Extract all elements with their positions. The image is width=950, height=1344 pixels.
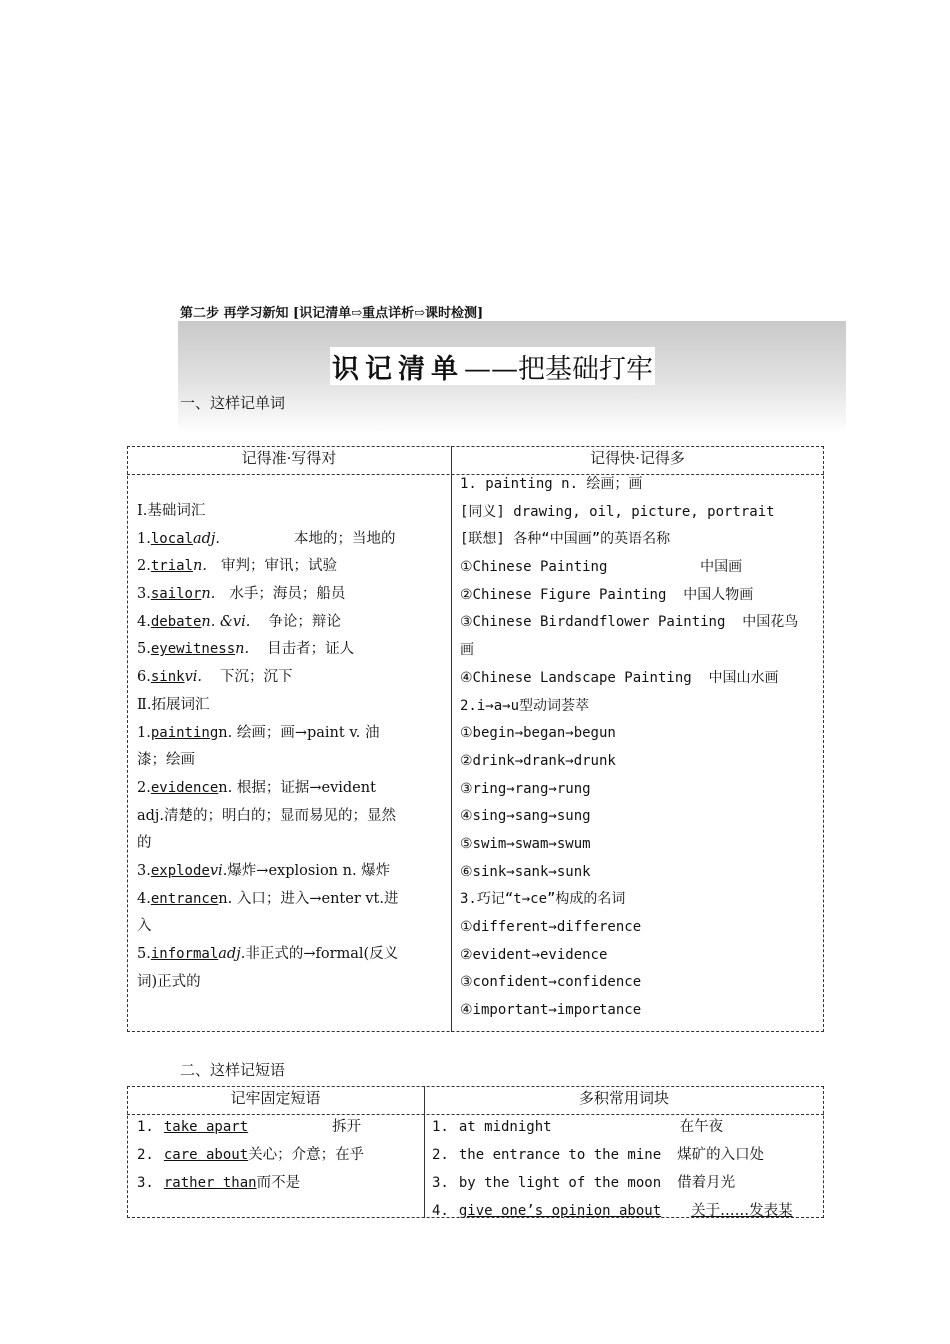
vocab-word: painting [150, 724, 219, 741]
phrase-chunk: 4. give one’s opinion about 关于……发表某 [432, 1203, 793, 1219]
vocab-word: eyewitness [150, 641, 236, 658]
ext-vocab-item: 4.entrancen. 入口；进入→enter vt.进 [137, 890, 399, 907]
memory-line: ⑥sink→sank→sunk [460, 863, 591, 880]
banner-title-subtitle: ——把基础打牢 [464, 353, 653, 385]
phrase-item: 2. care about关心；介意；在乎 [137, 1147, 365, 1163]
phrase-chunk: 2. the entrance to the mine 煤矿的入口处 [432, 1147, 765, 1163]
basic-vocab-title: Ⅰ.基础词汇 [137, 503, 206, 519]
vocab-word: informal [150, 946, 219, 962]
ext-vocab-item: 2.evidencen. 根据；证据→evident [137, 779, 376, 796]
vocab-word: sailor [150, 586, 202, 603]
step-header: 第二步 再学习新知 [识记清单⇨重点详析⇨课时检测] [180, 306, 484, 321]
memory-line: [联想] 各种“中国画”的英语名称 [460, 531, 671, 548]
phrase-item: 3. rather than而不是 [137, 1175, 301, 1191]
memory-line: ①different→difference [460, 919, 642, 935]
vocab-word: local [150, 530, 193, 547]
ext-vocab-item-continuation: adj.清楚的；明白的；显而易见的；显然 [137, 807, 397, 824]
phrase-text: the entrance to the mine [458, 1147, 662, 1163]
ext-vocab-item-continuation: 入 [137, 918, 152, 935]
ext-vocab-item-continuation: 词)正式的 [137, 973, 201, 990]
vocab-item: 2.trialn. 审判；审讯；试验 [137, 558, 337, 575]
ext-vocab-item-continuation: 的 [137, 835, 152, 852]
memory-line: ③Chinese Birdandflower Painting 中国花鸟 [460, 614, 799, 631]
memory-line: ④Chinese Landscape Painting 中国山水画 [460, 669, 779, 686]
extended-vocab-title: Ⅱ.拓展词汇 [137, 696, 210, 713]
vocab-word: trial [150, 558, 193, 575]
vocab-word: evidence [150, 779, 219, 796]
phrase-text: by the light of the moon [458, 1175, 662, 1191]
vocab-word: debate [150, 613, 202, 630]
section-vocabulary-title: 一、这样记单词 [180, 394, 286, 412]
phrases-left-column [137, 1113, 417, 1197]
memory-line: ①begin→began→begun [460, 725, 616, 742]
memory-line: ②evident→evidence [460, 946, 608, 963]
vocabulary-table-column-divider [451, 446, 452, 1032]
phrase-item: 1. take apart 拆开 [137, 1119, 362, 1135]
vocab-word: explode [150, 862, 210, 879]
ext-vocab-item: 1.paintingn. 绘画；画→paint v. 油 [137, 724, 380, 741]
vocab-item: 4.debaten. &vi. 争论；辩论 [137, 613, 341, 630]
memory-line: ⑤swim→swam→swum [460, 835, 591, 852]
memory-line: ④sing→sang→sung [460, 808, 591, 825]
vocab-word: sink [150, 669, 185, 686]
vocab-item: 6.sinkvi. 下沉；沉下 [137, 669, 293, 686]
memory-line: ③ring→rang→rung [460, 780, 591, 797]
phrases-left-header: 记牢固定短语 [230, 1089, 321, 1107]
banner-title [330, 347, 655, 385]
phrase-text: take apart [163, 1119, 249, 1135]
memory-line: ②Chinese Figure Painting 中国人物画 [460, 586, 754, 603]
memory-line: 画 [460, 642, 474, 659]
phrase-chunk: 1. at midnight 在午夜 [432, 1119, 724, 1135]
phrases-right-column [432, 1113, 820, 1225]
vocab-item: 3.sailorn. 水手；海员；船员 [137, 586, 346, 603]
ext-vocab-item: 3.explodevi.爆炸→explosion n. 爆炸 [137, 862, 391, 879]
phrases-right-header: 多积常用词块 [578, 1089, 669, 1107]
memory-line: 2.i→a→u型动词荟萃 [460, 697, 590, 714]
memory-line: 3.巧记“t→ce”构成的名词 [460, 891, 626, 908]
memory-line: ①Chinese Painting 中国画 [460, 559, 743, 576]
vocabulary-left-column [137, 498, 442, 996]
memory-line: [同义] drawing, oil, picture, portrait [460, 503, 775, 520]
ext-vocab-item-continuation: 漆；绘画 [137, 752, 195, 769]
phrase-chunk: 3. by the light of the moon 借着月光 [432, 1175, 736, 1191]
banner-title-bold: 识记清单 [332, 353, 464, 385]
memory-line: 1. painting n. 绘画；画 [460, 476, 643, 492]
vocab-item: 5.eyewitnessn. 目击者；证人 [137, 641, 355, 658]
phrase-text: rather than [163, 1175, 257, 1191]
phrase-text: care about [163, 1147, 249, 1163]
memory-line: ④important→importance [460, 1002, 642, 1019]
vocab-item: 1.localadj. 本地的；当地的 [137, 530, 396, 547]
phrase-text: at midnight [458, 1119, 552, 1135]
section-phrases-title: 二、这样记短语 [180, 1061, 286, 1079]
vocabulary-left-header: 记得准·写得对 [241, 449, 337, 467]
memory-line: ③confident→confidence [460, 974, 642, 991]
ext-vocab-item: 5.informaladj.非正式的→formal(反义 [137, 946, 399, 962]
vocabulary-right-column [460, 471, 820, 1025]
vocab-word: entrance [150, 890, 219, 907]
vocabulary-right-header: 记得快·记得多 [590, 449, 685, 467]
memory-line: ②drink→drank→drunk [460, 752, 616, 769]
phrase-text: give one’s opinion about [458, 1203, 662, 1219]
